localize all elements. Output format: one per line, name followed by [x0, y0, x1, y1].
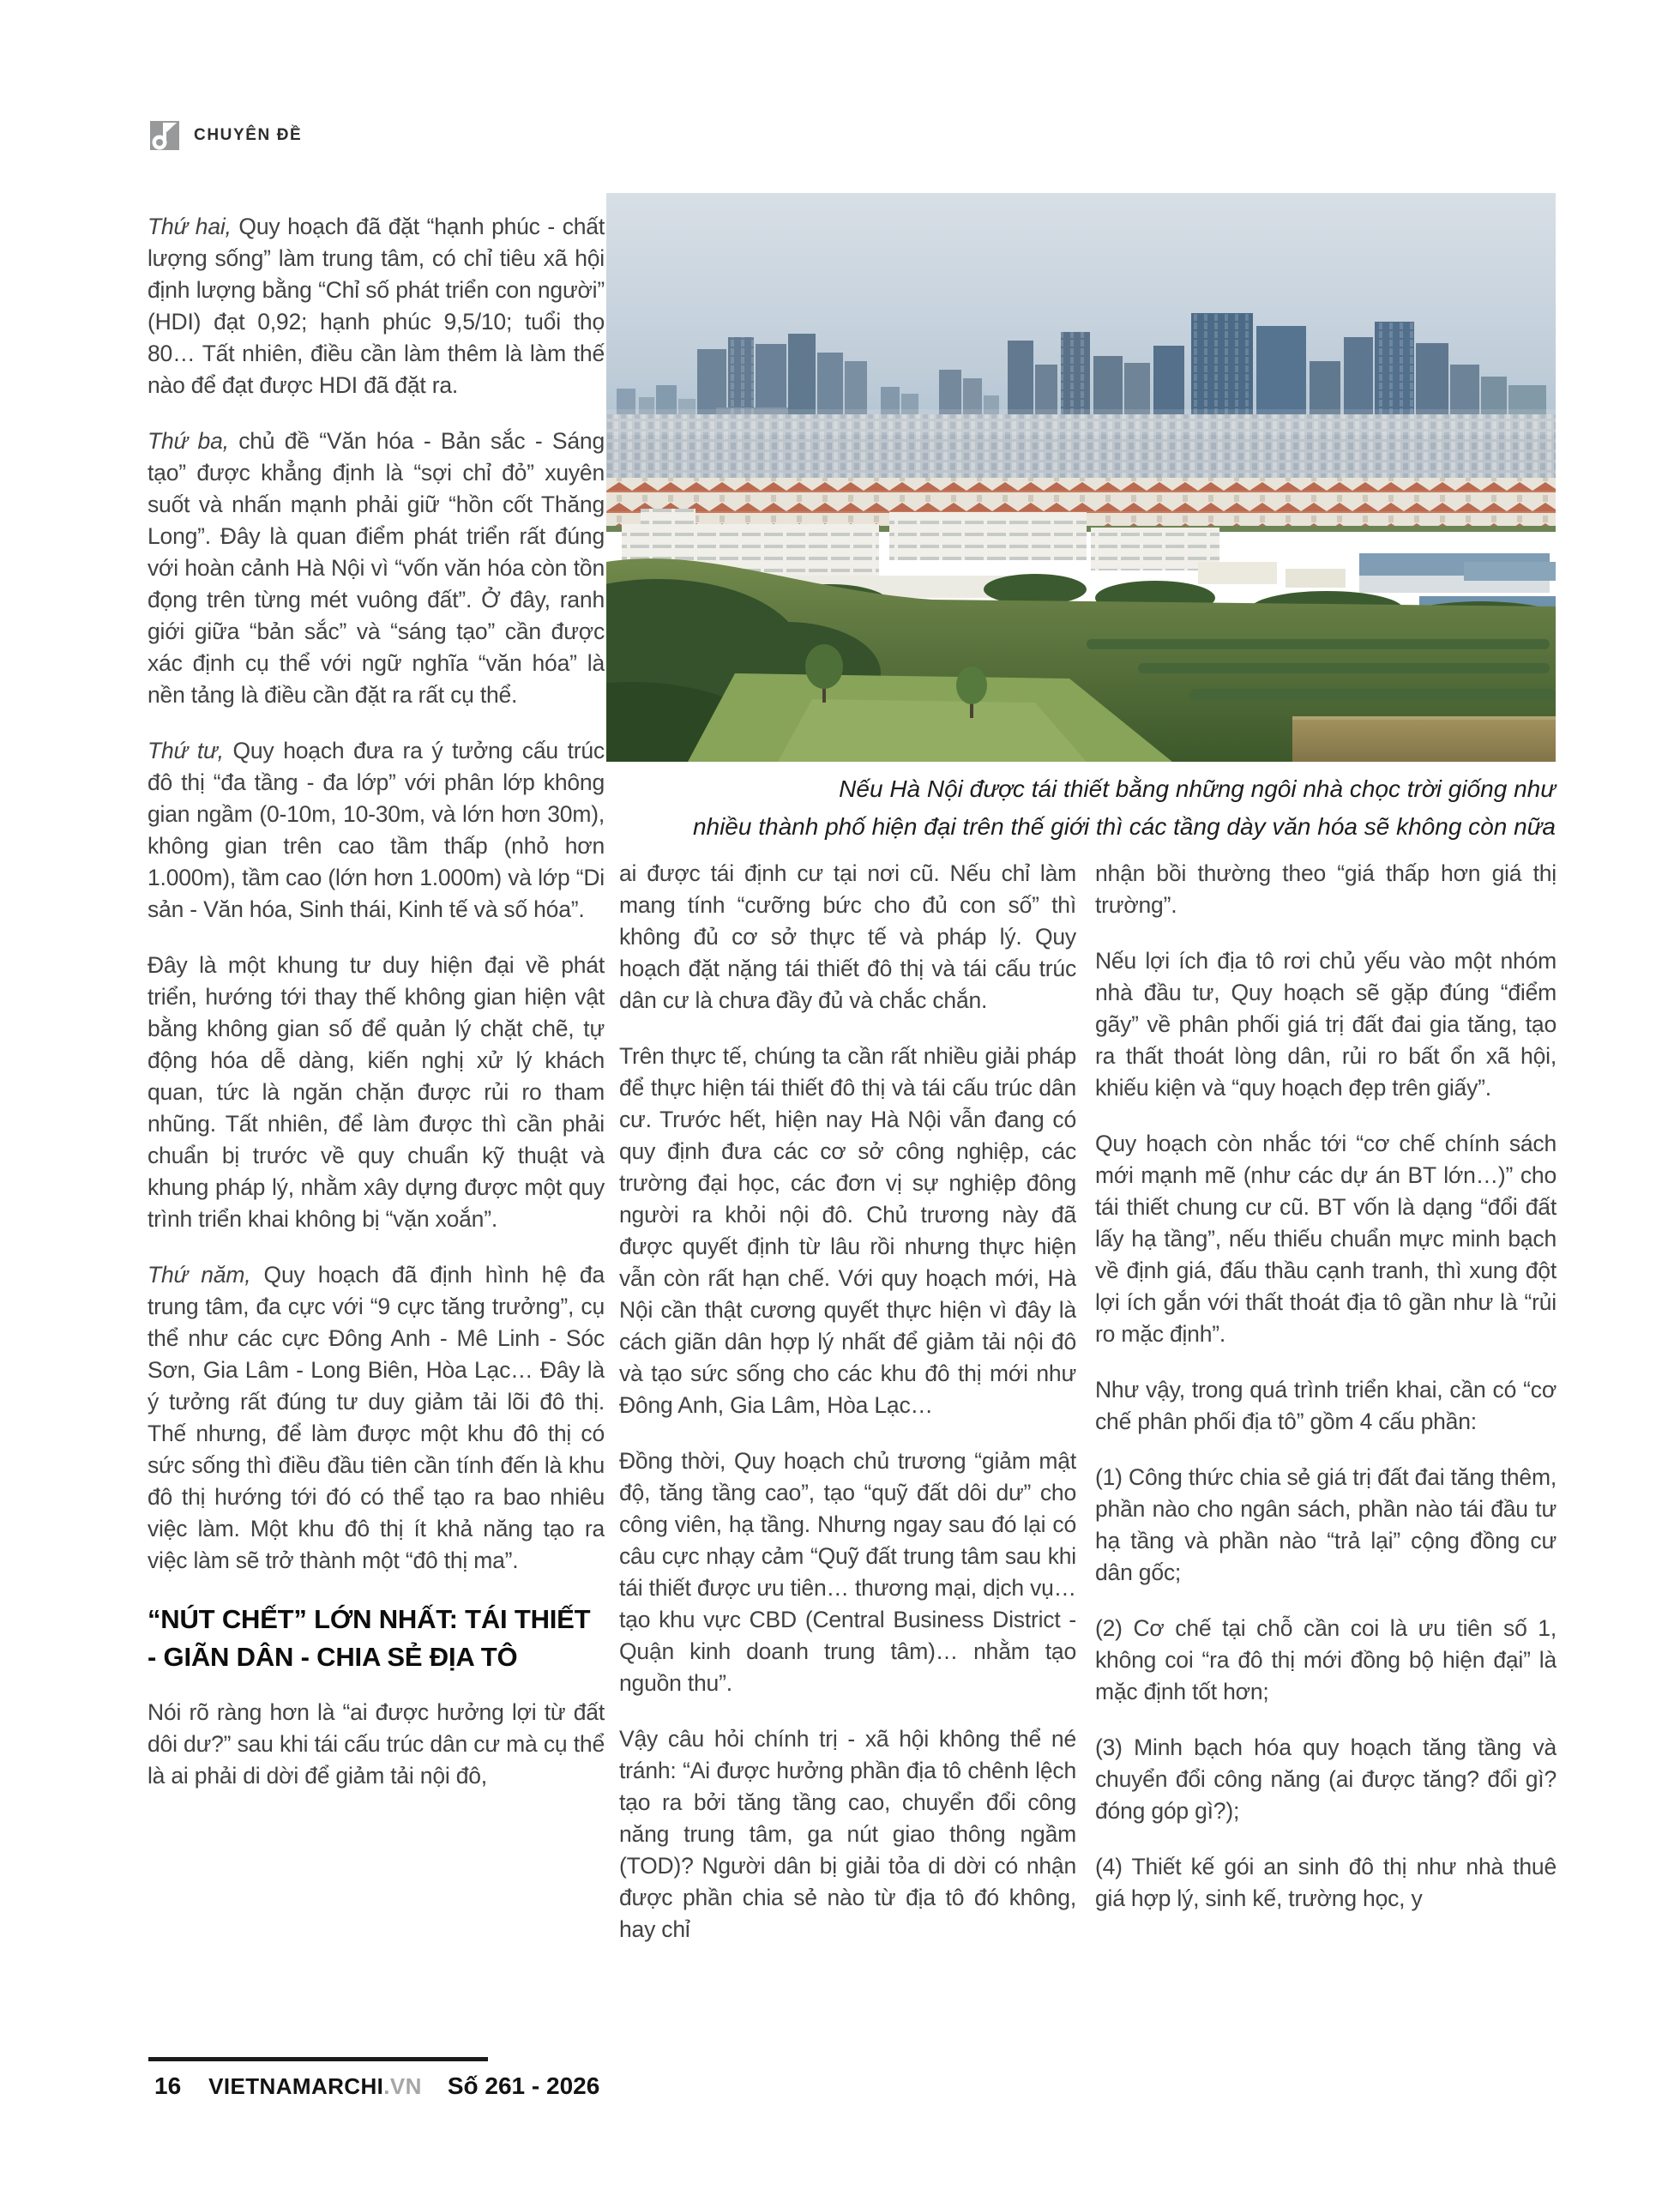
- photo-caption-line1: Nếu Hà Nội được tái thiết bằng những ngôi nhà chọc trời giống như: [839, 775, 1556, 802]
- paragraph: Nếu lợi ích địa tô rơi chủ yếu vào một nhóm nhà đầu tư, Quy hoạch sẽ gặp đúng “điểm gãy” về phân phối giá trị đất đai gia tăng, tạo ra thất thoát lòng dân, rủi ro bất ổn xã hội, khiếu kiện và “quy hoạch đẹp trên giấy”.: [1095, 948, 1557, 1101]
- right-column: [1095, 858, 1557, 2052]
- middle-column: [619, 858, 1076, 2052]
- brand-suffix: .VN: [383, 2072, 422, 2099]
- paragraph: (4) Thiết kế gói an sinh đô thị như nhà thuê giá hợp lý, sinh kế, trường học, y: [1095, 1854, 1557, 1911]
- footer-row: [148, 2061, 600, 2111]
- paragraph-text: Quy hoạch đưa ra ý tưởng cấu trúc đô thị “đa tầng - đa lớp” với phân lớp không gian ngầm (0-10m, 10-30m, và lớn hơn 30m), không gian trên cao tầm thấp (nhỏ hơn 1.000m), tầm cao (lớn hơn 1.000m) và lớp “Di sản - Văn hóa, Sinh thái, Kinh tế và số hóa”.: [148, 738, 605, 922]
- paragraph-text: Quy hoạch đã định hình hệ đa trung tâm, đa cực với “9 cực tăng trưởng”, cụ thể như các cực Đông Anh - Mê Linh - Sóc Sơn, Gia Lâm - Long Biên, Hòa Lạc… Đây là ý tưởng rất đúng tư duy giảm tải lõi đô thị. Thế nhưng, để làm được một khu đô thị có sức sống thì điều đầu tiên cần tính đến là khu đô thị hướng tới đó có thể tạo ra bao nhiêu việc làm. Một khu đô thị ít khả năng tạo ra việc làm sẽ trở thành một “đô thị ma”.: [148, 1262, 605, 1573]
- paragraph: Đồng thời, Quy hoạch chủ trương “giảm mật độ, tăng tầng cao”, tạo “quỹ đất dôi dư” cho công viên, hạ tầng. Nhưng ngay sau đó lại có câu cực nhạy cảm “Quỹ đất trung tâm sau khi tái thiết được ưu tiên… thương mại, dịch vụ… tạo khu vực CBD (Central Business District - Quận kinh doanh trung tâm)… nhằm tạo nguồn thu”.: [619, 1448, 1076, 1696]
- paragraph: [148, 1259, 605, 1577]
- paragraph: Nói rõ ràng hơn là “ai được hưởng lợi từ đất dôi dư?” sau khi tái cấu trúc dân cư mà cụ thể là ai phải di dời để giảm tải nội đô,: [148, 1699, 605, 1789]
- paragraph: [148, 425, 605, 711]
- vietnamarchi-logo-icon: [150, 121, 179, 150]
- paragraph: (2) Cơ chế tại chỗ cần coi là ưu tiên số 1, không coi “ra đô thị mới đồng bộ hiện đại” là mặc định tốt hơn;: [1095, 1615, 1557, 1704]
- photo-caption: [606, 770, 1556, 846]
- paragraph: Như vậy, trong quá trình triển khai, cần có “cơ chế phân phối địa tô” gồm 4 cấu phần:: [1095, 1377, 1557, 1434]
- paragraph: Quy hoạch còn nhắc tới “cơ chế chính sách mới mạnh mẽ (như các dự án BT lớn…)” cho tái thiết chung cư cũ. BT vốn là dạng “đổi đất lấy hạ tầng”, nếu thiếu chuẩn mực minh bạch về định giá, đấu thầu cạnh tranh, thì xung đột lợi ích gắn với thất thoát địa tô gần như là “rủi ro mặc định”.: [1095, 1131, 1557, 1347]
- page-footer: [148, 2057, 600, 2111]
- paragraph: Trên thực tế, chúng ta cần rất nhiều giải pháp để thực hiện tái thiết đô thị và tái cấu trúc dân cư. Trước hết, hiện nay Hà Nội vẫn đang có quy định đưa các cơ sở công nghiệp, các trường đại học, các đơn vị sự nghiệp đông người ra khỏi nội đô. Chủ trương này đã được quyết định từ lâu rồi nhưng thực hiện vẫn còn rất hạn chế. Với quy hoạch mới, Hà Nội cần thật cương quyết thực hiện vì đây là cách giãn dân hợp lý nhất để giảm tải nội đô và tạo sức sống cho các khu đô thị mới như Đông Anh, Gia Lâm, Hòa Lạc…: [619, 1043, 1076, 1418]
- paragraph-text: Quy hoạch đã đặt “hạnh phúc - chất lượng sống” làm trung tâm, có chỉ tiêu xã hội định lượng bằng “Chỉ số phát triển con người” (HDI) đạt 0,92; hạnh phúc 9,5/10; tuổi thọ 80… Tất nhiên, điều cần làm thêm là làm thế nào để đạt được HDI đã đặt ra.: [148, 214, 605, 398]
- paragraph-lead: Thứ hai,: [148, 214, 232, 239]
- paragraph: nhận bồi thường theo “giá thấp hơn giá thị trường”.: [1095, 860, 1557, 918]
- paragraph-lead: Thứ năm,: [148, 1262, 251, 1288]
- brand-main: VIETNAMARCHI: [208, 2072, 384, 2099]
- paragraph: (1) Công thức chia sẻ giá trị đất đai tăng thêm, phần nào cho ngân sách, phần nào tái đầu tư hạ tầng và phần nào “trả lại” cộng đồng cư dân gốc;: [1095, 1464, 1557, 1585]
- paragraph: (3) Minh bạch hóa quy hoạch tăng tầng và chuyển đổi công năng (ai được tăng? đổi gì? đóng góp gì?);: [1095, 1734, 1557, 1824]
- photo-caption-line2: nhiều thành phố hiện đại trên thế giới thì các tầng dày văn hóa sẽ không còn nữa: [692, 813, 1556, 840]
- paragraph: [148, 950, 605, 1235]
- paragraph-lead: Thứ ba,: [148, 428, 229, 454]
- paragraph-text: Đây là một khung tư duy hiện đại về phát triển, hướng tới thay thế không gian hiện vật bằng không gian số để quản lý chặt chẽ, tự động hóa dễ dàng, kiến nghị xử lý khách quan, tức là ngăn chặn được rủi ro tham nhũng. Tất nhiên, để làm được thì cần phải chuẩn bị trước về quy chuẩn kỹ thuật và khung pháp lý, nhằm xây dựng được một quy trình triển khai không bị “vặn xoắn”.: [148, 952, 605, 1232]
- cityscape-illustration: [606, 193, 1556, 762]
- paragraph-lead: Thứ tư,: [148, 738, 224, 763]
- paragraph: ai được tái định cư tại nơi cũ. Nếu chỉ làm mang tính “cưỡng bức cho đủ con số” thì không đủ cơ sở thực tế và pháp lý. Quy hoạch đặt nặng tái thiết đô thị và tái cấu trúc dân cư là chưa đầy đủ và chắc chắn.: [619, 860, 1076, 1013]
- paragraph-text: chủ đề “Văn hóa - Bản sắc - Sáng tạo” được khẳng định là “sợi chỉ đỏ” xuyên suốt và nhấn mạnh phải giữ “hồn cốt Thăng Long”. Đây là quan điểm phát triển rất đúng với hoàn cảnh Hà Nội vì “vốn văn hóa còn tồn đọng trên từng mét vuông đất”. Ở đây, ranh giới giữa “bản sắc” và “sáng tạo” cần được xác định cụ thể với ngữ nghĩa “văn hóa” là nền tảng là điều cần đặt ra rất cụ thể.: [148, 428, 605, 708]
- paragraph: Vậy câu hỏi chính trị - xã hội không thể né tránh: “Ai được hưởng phần địa tô chênh lệch tạo ra bởi tăng tầng cao, chuyển đổi công năng trung tâm, ga nút giao thông ngầm (TOD)? Người dân bị giải tỏa di dời có nhận được phần chia sẻ nào từ địa tô đó không, hay chỉ: [619, 1726, 1076, 1942]
- left-column: [148, 211, 605, 2047]
- issue-number: Số 261 - 2026: [447, 2072, 600, 2099]
- hanoi-cityscape-photo: [606, 193, 1556, 762]
- brand-name: [196, 2073, 435, 2100]
- page-number: 16: [154, 2072, 182, 2099]
- paragraph: [148, 735, 605, 926]
- section-kicker: [150, 121, 302, 150]
- section-label: CHUYÊN ĐỀ: [194, 126, 303, 144]
- section-heading: “NÚT CHẾT” LỚN NHẤT: TÁI THIẾT - GIÃN DÂN - CHIA SẺ ĐỊA TÔ: [148, 1604, 591, 1672]
- paragraph: [148, 211, 605, 401]
